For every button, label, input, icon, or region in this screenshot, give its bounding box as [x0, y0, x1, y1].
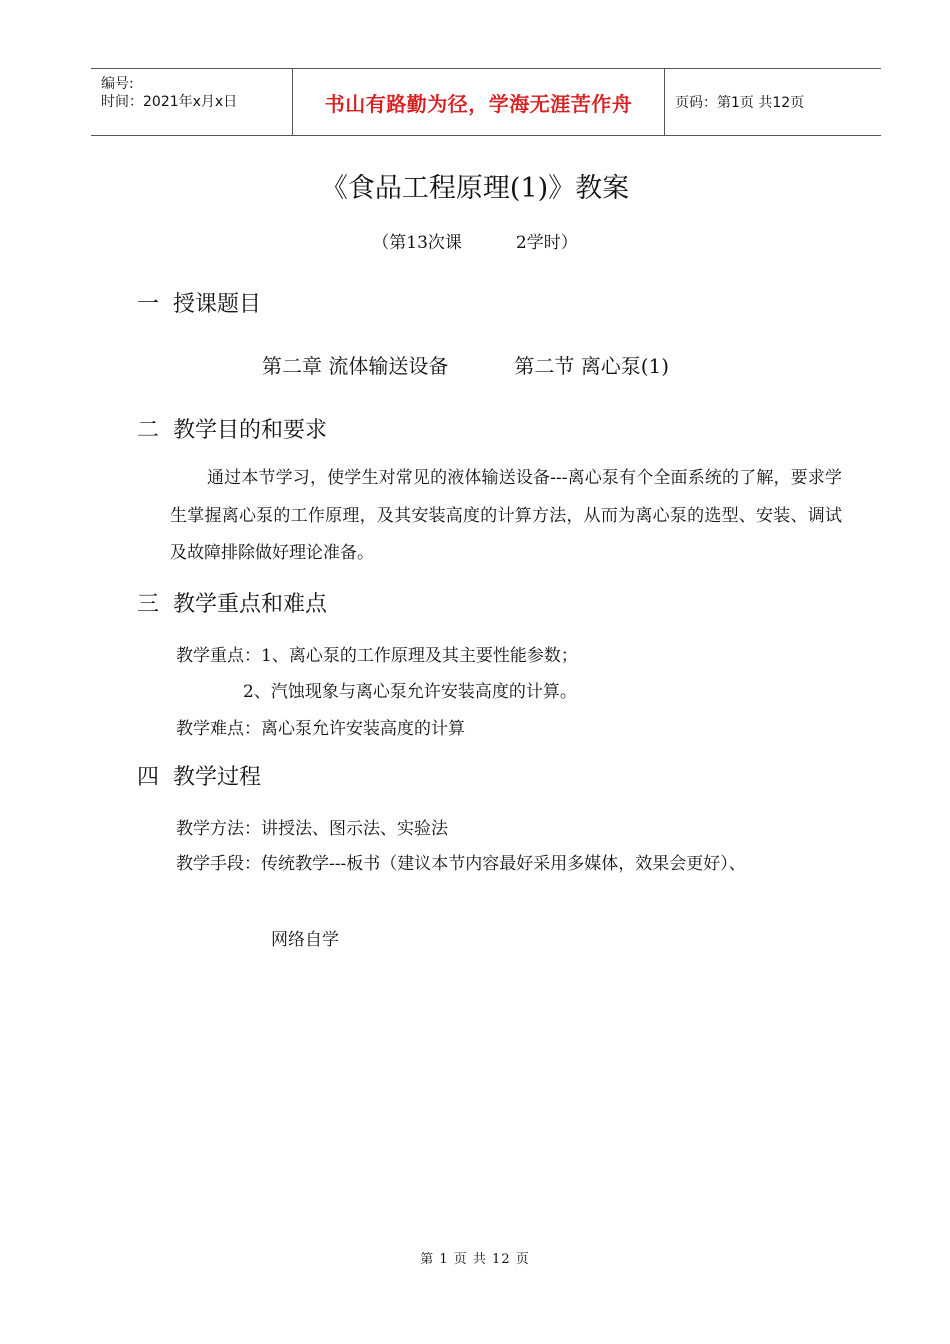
subtitle-hours: 2学时）: [515, 233, 578, 253]
section-title: 教学目的和要求: [173, 418, 328, 443]
section-heading-4: [137, 760, 261, 791]
section-number: 一: [137, 292, 160, 317]
section-number: 二: [137, 418, 160, 443]
motto-text: 书山有路勤为径，学海无涯苦作舟: [324, 91, 633, 116]
document-time: 时间：2021年x月x日: [101, 94, 238, 110]
objectives-paragraph: 通过本节学习，使学生对常见的液体输送设备---离心泵有个全面系统的了解，要求学生掌握离心泵的工作原理，及其安装高度的计算方法，从而为离心泵的选型、安装、调试及故障排除做好理论准备。: [170, 468, 842, 563]
page-header: [91, 68, 881, 136]
header-meta-cell: [91, 69, 293, 135]
header-page-cell: [665, 69, 881, 135]
section-heading-2: [137, 413, 327, 444]
header-page-info: 页码：第1页 共12页: [675, 95, 805, 111]
page-footer: 第 1 页 共 12 页: [420, 1252, 530, 1267]
key-point-1: 教学重点：1、离心泵的工作原理及其主要性能参数；: [176, 646, 578, 666]
subtitle-lesson: （第13次课: [372, 233, 462, 253]
teaching-means-continued: 网络自学: [271, 930, 339, 950]
topic-chapter: 第二章 流体输送设备: [262, 354, 449, 378]
section-heading-1: [137, 287, 261, 318]
document-subtitle: [0, 228, 950, 253]
header-motto-cell: [293, 69, 665, 135]
key-point-2: 2、汽蚀现象与离心泵允许安装高度的计算。: [243, 682, 577, 702]
section-number: 三: [137, 592, 160, 617]
topic-section: 第二节 离心泵(1): [514, 354, 670, 378]
document-id-label: 编号:: [101, 76, 134, 92]
section-title: 教学过程: [173, 765, 262, 790]
section-heading-3: [137, 587, 327, 618]
topic-line: [262, 350, 669, 379]
section-title: 授课题目: [173, 292, 262, 317]
section-title: 教学重点和难点: [173, 592, 328, 617]
section-number: 四: [137, 765, 160, 790]
difficult-point: 教学难点：离心泵允许安装高度的计算: [176, 719, 465, 739]
document-title: 《食品工程原理(1)》教案: [320, 173, 630, 204]
teaching-means: 教学手段：传统教学---板书（建议本节内容最好采用多媒体，效果会更好）、: [176, 854, 746, 874]
teaching-method: 教学方法：讲授法、图示法、实验法: [176, 819, 448, 839]
